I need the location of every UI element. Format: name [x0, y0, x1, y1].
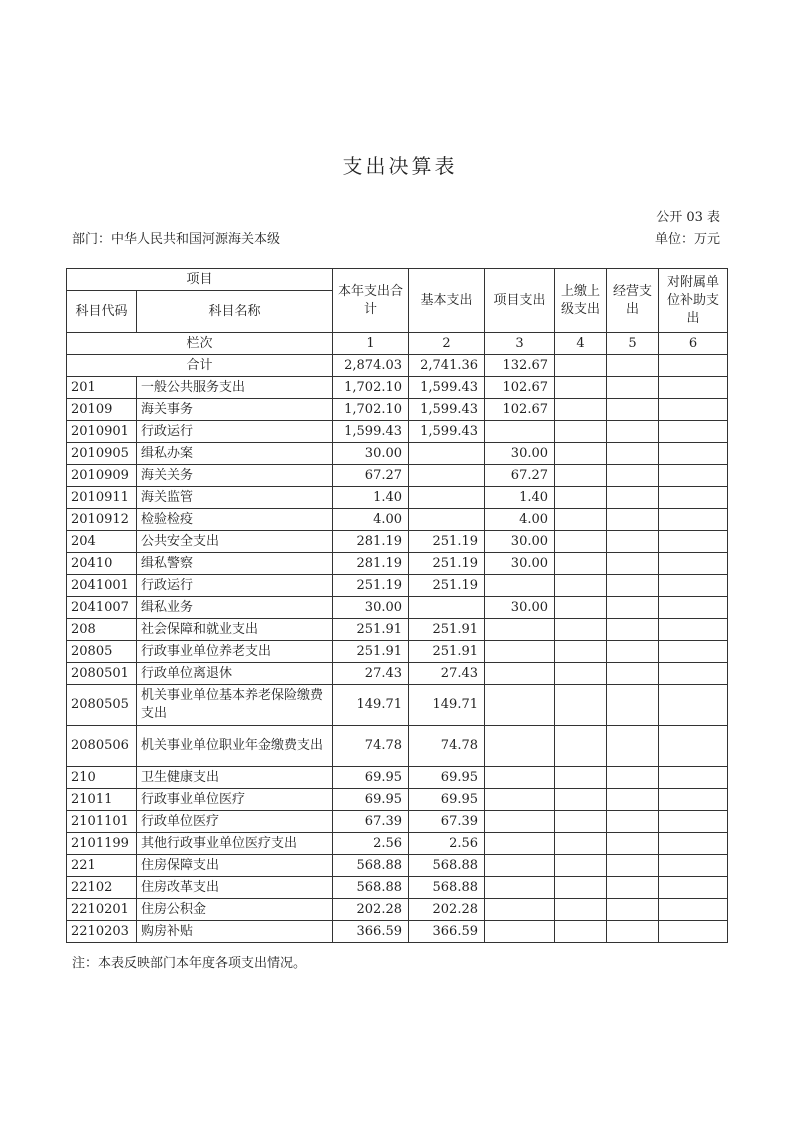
table-row	[67, 619, 728, 641]
subsidy-affiliates-cell	[659, 509, 728, 531]
subject-code: 2080501	[67, 663, 137, 685]
subject-code: 2010905	[67, 443, 137, 465]
form-number: 公开 03 表	[656, 210, 720, 225]
operating-expenditure-cell	[607, 663, 659, 685]
total-expenditure-cell: 251.91	[333, 619, 409, 641]
basic-expenditure-cell	[409, 509, 485, 531]
subject-code: 221	[67, 855, 137, 877]
table-row	[67, 377, 728, 399]
subject-code: 2210201	[67, 899, 137, 921]
table-row	[67, 833, 728, 855]
subject-name: 缉私警察	[137, 553, 333, 575]
subsidy-affiliates-cell	[659, 443, 728, 465]
table-row	[67, 399, 728, 421]
total-expenditure-cell: 74.78	[333, 726, 409, 767]
project-expenditure-cell	[485, 921, 555, 943]
remit-superior-cell	[555, 811, 607, 833]
remit-superior-cell	[555, 443, 607, 465]
remit-superior-cell	[555, 377, 607, 399]
header-project: 项目	[67, 269, 333, 291]
subject-name: 社会保障和就业支出	[137, 619, 333, 641]
subject-code: 210	[67, 767, 137, 789]
operating-expenditure-cell	[607, 531, 659, 553]
subject-name: 住房公积金	[137, 899, 333, 921]
operating-expenditure-cell	[607, 641, 659, 663]
project-expenditure-cell	[485, 685, 555, 726]
remit-superior-cell	[555, 421, 607, 443]
subject-name: 行政运行	[137, 575, 333, 597]
header-subsidy-affiliates: 对附属单位补助支出	[659, 269, 728, 333]
header-index-5: 5	[607, 333, 659, 355]
total-col5	[607, 355, 659, 377]
subject-code: 2080505	[67, 685, 137, 726]
header-remit-superior: 上缴上级支出	[555, 269, 607, 333]
operating-expenditure-cell	[607, 877, 659, 899]
table-row	[67, 641, 728, 663]
project-expenditure-cell: 4.00	[485, 509, 555, 531]
subsidy-affiliates-cell	[659, 487, 728, 509]
operating-expenditure-cell	[607, 619, 659, 641]
table-row	[67, 553, 728, 575]
table-row	[67, 899, 728, 921]
operating-expenditure-cell	[607, 811, 659, 833]
operating-expenditure-cell	[607, 726, 659, 767]
subsidy-affiliates-cell	[659, 811, 728, 833]
basic-expenditure-cell: 251.91	[409, 641, 485, 663]
subsidy-affiliates-cell	[659, 921, 728, 943]
subject-name: 海关关务	[137, 465, 333, 487]
remit-superior-cell	[555, 531, 607, 553]
subject-code: 2010911	[67, 487, 137, 509]
basic-expenditure-cell: 1,599.43	[409, 421, 485, 443]
table-row	[67, 726, 728, 767]
project-expenditure-cell	[485, 811, 555, 833]
subject-code: 2041001	[67, 575, 137, 597]
total-col1: 2,874.03	[333, 355, 409, 377]
header-index-4: 4	[555, 333, 607, 355]
total-expenditure-cell: 251.91	[333, 641, 409, 663]
table-row	[67, 789, 728, 811]
operating-expenditure-cell	[607, 899, 659, 921]
remit-superior-cell	[555, 597, 607, 619]
subject-code: 2101101	[67, 811, 137, 833]
table-row	[67, 443, 728, 465]
basic-expenditure-cell: 251.19	[409, 553, 485, 575]
basic-expenditure-cell	[409, 597, 485, 619]
total-expenditure-cell: 251.19	[333, 575, 409, 597]
operating-expenditure-cell	[607, 465, 659, 487]
remit-superior-cell	[555, 553, 607, 575]
page-title: 支出决算表	[342, 154, 458, 178]
subject-code: 22102	[67, 877, 137, 899]
project-expenditure-cell: 102.67	[485, 399, 555, 421]
project-expenditure-cell	[485, 789, 555, 811]
remit-superior-cell	[555, 789, 607, 811]
project-expenditure-cell	[485, 767, 555, 789]
operating-expenditure-cell	[607, 421, 659, 443]
total-expenditure-cell: 4.00	[333, 509, 409, 531]
total-expenditure-cell: 568.88	[333, 855, 409, 877]
project-expenditure-cell: 30.00	[485, 531, 555, 553]
subject-code: 20805	[67, 641, 137, 663]
subject-name: 海关事务	[137, 399, 333, 421]
basic-expenditure-cell: 1,599.43	[409, 399, 485, 421]
table-row	[67, 487, 728, 509]
total-expenditure-cell: 568.88	[333, 877, 409, 899]
subject-name: 行政事业单位养老支出	[137, 641, 333, 663]
subsidy-affiliates-cell	[659, 663, 728, 685]
subject-name: 卫生健康支出	[137, 767, 333, 789]
remit-superior-cell	[555, 767, 607, 789]
header-basic-expenditure: 基本支出	[409, 269, 485, 333]
project-expenditure-cell	[485, 899, 555, 921]
operating-expenditure-cell	[607, 509, 659, 531]
remit-superior-cell	[555, 726, 607, 767]
table-row	[67, 811, 728, 833]
operating-expenditure-cell	[607, 487, 659, 509]
expenditure-table	[66, 268, 728, 943]
total-expenditure-cell: 69.95	[333, 789, 409, 811]
basic-expenditure-cell: 69.95	[409, 767, 485, 789]
total-expenditure-cell: 281.19	[333, 553, 409, 575]
total-expenditure-cell: 1,702.10	[333, 377, 409, 399]
subject-code: 201	[67, 377, 137, 399]
remit-superior-cell	[555, 575, 607, 597]
subject-code: 21011	[67, 789, 137, 811]
total-expenditure-cell: 2.56	[333, 833, 409, 855]
subject-name: 行政单位医疗	[137, 811, 333, 833]
table-row	[67, 465, 728, 487]
project-expenditure-cell: 67.27	[485, 465, 555, 487]
subject-name: 住房保障支出	[137, 855, 333, 877]
subsidy-affiliates-cell	[659, 531, 728, 553]
table-row	[67, 421, 728, 443]
project-expenditure-cell	[485, 855, 555, 877]
total-expenditure-cell: 281.19	[333, 531, 409, 553]
subject-name: 住房改革支出	[137, 877, 333, 899]
subsidy-affiliates-cell	[659, 641, 728, 663]
project-expenditure-cell: 102.67	[485, 377, 555, 399]
subject-code: 208	[67, 619, 137, 641]
project-expenditure-cell	[485, 641, 555, 663]
subject-code: 2080506	[67, 726, 137, 767]
subsidy-affiliates-cell	[659, 789, 728, 811]
subsidy-affiliates-cell	[659, 767, 728, 789]
subsidy-affiliates-cell	[659, 597, 728, 619]
basic-expenditure-cell	[409, 465, 485, 487]
project-expenditure-cell: 30.00	[485, 553, 555, 575]
remit-superior-cell	[555, 465, 607, 487]
subject-name: 一般公共服务支出	[137, 377, 333, 399]
basic-expenditure-cell: 74.78	[409, 726, 485, 767]
subject-code: 2041007	[67, 597, 137, 619]
subject-name: 公共安全支出	[137, 531, 333, 553]
basic-expenditure-cell: 251.19	[409, 575, 485, 597]
total-row	[67, 355, 728, 377]
basic-expenditure-cell: 366.59	[409, 921, 485, 943]
total-expenditure-cell: 1,702.10	[333, 399, 409, 421]
project-expenditure-cell: 30.00	[485, 597, 555, 619]
total-col3: 132.67	[485, 355, 555, 377]
total-expenditure-cell: 67.27	[333, 465, 409, 487]
subsidy-affiliates-cell	[659, 726, 728, 767]
header-index-label: 栏次	[67, 333, 333, 355]
remit-superior-cell	[555, 509, 607, 531]
subject-code: 20410	[67, 553, 137, 575]
subsidy-affiliates-cell	[659, 833, 728, 855]
unit-label: 单位：万元	[654, 232, 720, 247]
department-label: 部门：中华人民共和国河源海关本级	[72, 232, 281, 247]
operating-expenditure-cell	[607, 443, 659, 465]
table-row	[67, 767, 728, 789]
total-expenditure-cell: 67.39	[333, 811, 409, 833]
total-col4	[555, 355, 607, 377]
subject-name: 其他行政事业单位医疗支出	[137, 833, 333, 855]
total-col2: 2,741.36	[409, 355, 485, 377]
basic-expenditure-cell	[409, 487, 485, 509]
basic-expenditure-cell: 251.19	[409, 531, 485, 553]
project-expenditure-cell	[485, 663, 555, 685]
operating-expenditure-cell	[607, 553, 659, 575]
total-col6	[659, 355, 728, 377]
header-index-1: 1	[333, 333, 409, 355]
total-expenditure-cell: 27.43	[333, 663, 409, 685]
subject-name: 缉私业务	[137, 597, 333, 619]
operating-expenditure-cell	[607, 789, 659, 811]
subject-name: 行政单位离退休	[137, 663, 333, 685]
subject-code: 2010912	[67, 509, 137, 531]
header-name: 科目名称	[137, 291, 333, 333]
header-operating-expenditure: 经营支出	[607, 269, 659, 333]
remit-superior-cell	[555, 833, 607, 855]
header-index-2: 2	[409, 333, 485, 355]
total-expenditure-cell: 1,599.43	[333, 421, 409, 443]
subject-name: 行政事业单位医疗	[137, 789, 333, 811]
subsidy-affiliates-cell	[659, 575, 728, 597]
table-row	[67, 575, 728, 597]
basic-expenditure-cell	[409, 443, 485, 465]
subsidy-affiliates-cell	[659, 465, 728, 487]
subject-code: 2010901	[67, 421, 137, 443]
project-expenditure-cell: 30.00	[485, 443, 555, 465]
table-row	[67, 597, 728, 619]
basic-expenditure-cell: 149.71	[409, 685, 485, 726]
table-row	[67, 685, 728, 726]
subsidy-affiliates-cell	[659, 421, 728, 443]
operating-expenditure-cell	[607, 597, 659, 619]
operating-expenditure-cell	[607, 685, 659, 726]
total-expenditure-cell: 202.28	[333, 899, 409, 921]
operating-expenditure-cell	[607, 399, 659, 421]
table-row	[67, 509, 728, 531]
total-label: 合计	[67, 355, 333, 377]
operating-expenditure-cell	[607, 833, 659, 855]
basic-expenditure-cell: 69.95	[409, 789, 485, 811]
header-index-6: 6	[659, 333, 728, 355]
subsidy-affiliates-cell	[659, 685, 728, 726]
project-expenditure-cell	[485, 619, 555, 641]
subject-name: 缉私办案	[137, 443, 333, 465]
operating-expenditure-cell	[607, 575, 659, 597]
table-note: 注：本表反映部门本年度各项支出情况。	[72, 956, 307, 971]
subject-name: 机关事业单位职业年金缴费支出	[137, 726, 333, 767]
header-code: 科目代码	[67, 291, 137, 333]
subsidy-affiliates-cell	[659, 553, 728, 575]
remit-superior-cell	[555, 399, 607, 421]
remit-superior-cell	[555, 641, 607, 663]
subsidy-affiliates-cell	[659, 855, 728, 877]
basic-expenditure-cell: 568.88	[409, 877, 485, 899]
remit-superior-cell	[555, 877, 607, 899]
table-row	[67, 877, 728, 899]
basic-expenditure-cell: 1,599.43	[409, 377, 485, 399]
operating-expenditure-cell	[607, 767, 659, 789]
operating-expenditure-cell	[607, 377, 659, 399]
subject-name: 行政运行	[137, 421, 333, 443]
subject-name: 检验检疫	[137, 509, 333, 531]
subject-code: 204	[67, 531, 137, 553]
subject-name: 购房补贴	[137, 921, 333, 943]
remit-superior-cell	[555, 899, 607, 921]
subject-name: 海关监管	[137, 487, 333, 509]
project-expenditure-cell: 1.40	[485, 487, 555, 509]
operating-expenditure-cell	[607, 921, 659, 943]
subject-code: 2101199	[67, 833, 137, 855]
basic-expenditure-cell: 251.91	[409, 619, 485, 641]
subsidy-affiliates-cell	[659, 377, 728, 399]
project-expenditure-cell	[485, 421, 555, 443]
basic-expenditure-cell: 67.39	[409, 811, 485, 833]
table-row	[67, 531, 728, 553]
table-row	[67, 663, 728, 685]
project-expenditure-cell	[485, 833, 555, 855]
basic-expenditure-cell: 2.56	[409, 833, 485, 855]
basic-expenditure-cell: 27.43	[409, 663, 485, 685]
subject-code: 2010909	[67, 465, 137, 487]
table-row	[67, 855, 728, 877]
remit-superior-cell	[555, 619, 607, 641]
remit-superior-cell	[555, 921, 607, 943]
total-expenditure-cell: 30.00	[333, 597, 409, 619]
total-expenditure-cell: 1.40	[333, 487, 409, 509]
subsidy-affiliates-cell	[659, 619, 728, 641]
table-row	[67, 921, 728, 943]
project-expenditure-cell	[485, 877, 555, 899]
subsidy-affiliates-cell	[659, 877, 728, 899]
header-project-expenditure: 项目支出	[485, 269, 555, 333]
operating-expenditure-cell	[607, 855, 659, 877]
project-expenditure-cell	[485, 575, 555, 597]
remit-superior-cell	[555, 855, 607, 877]
subject-name: 机关事业单位基本养老保险缴费支出	[137, 685, 333, 726]
subsidy-affiliates-cell	[659, 899, 728, 921]
subsidy-affiliates-cell	[659, 399, 728, 421]
total-expenditure-cell: 366.59	[333, 921, 409, 943]
header-total-expenditure: 本年支出合计	[333, 269, 409, 333]
remit-superior-cell	[555, 663, 607, 685]
remit-superior-cell	[555, 685, 607, 726]
total-expenditure-cell: 69.95	[333, 767, 409, 789]
project-expenditure-cell	[485, 726, 555, 767]
total-expenditure-cell: 30.00	[333, 443, 409, 465]
total-expenditure-cell: 149.71	[333, 685, 409, 726]
header-index-3: 3	[485, 333, 555, 355]
subject-code: 2210203	[67, 921, 137, 943]
basic-expenditure-cell: 202.28	[409, 899, 485, 921]
basic-expenditure-cell: 568.88	[409, 855, 485, 877]
subject-code: 20109	[67, 399, 137, 421]
remit-superior-cell	[555, 487, 607, 509]
